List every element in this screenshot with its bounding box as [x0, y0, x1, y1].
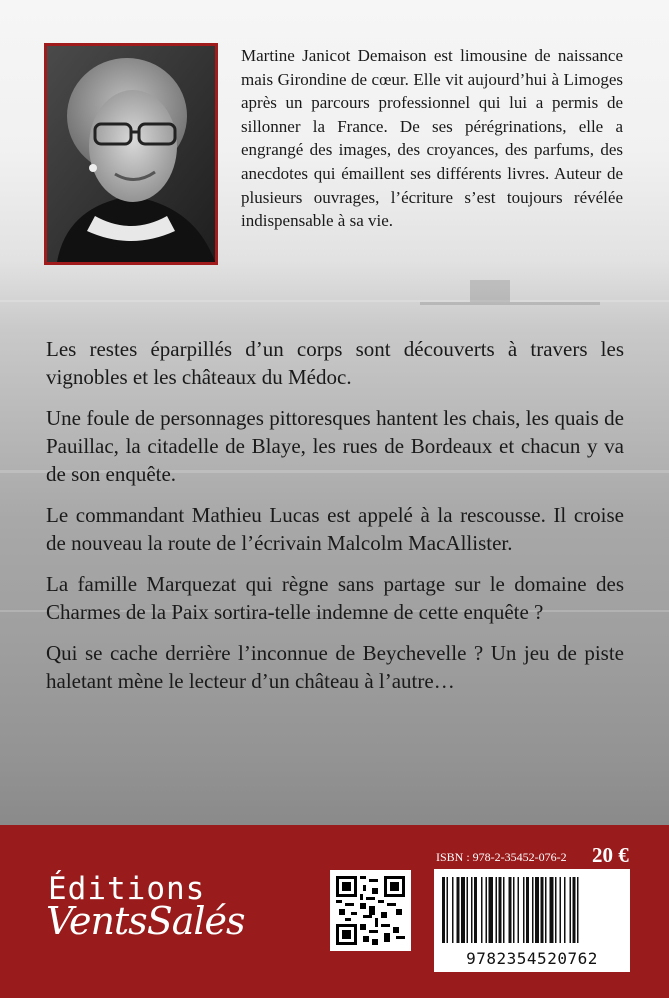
publisher-logo-line2: VentsSalés	[46, 899, 245, 943]
barcode-bar	[452, 877, 453, 943]
blurb-paragraph: Qui se cache derrière l’inconnue de Beychevelle ? Un jeu de piste haletant mène le lecteur d’un château à l’autre…	[46, 641, 624, 693]
barcode-bar	[446, 877, 447, 943]
blurb-paragraph: Une foule de personnages pittoresques hantent les chais, les quais de Pauillac, la citadelle de Blaye, les rues de Bordeaux et chacun y va de son enquête.	[46, 406, 624, 486]
barcode-bar	[509, 877, 512, 943]
barcode-bar	[577, 877, 578, 943]
pier-deck	[420, 302, 600, 305]
author-portrait-image	[47, 46, 215, 262]
barcode-bar	[564, 877, 565, 943]
barcode-bar	[570, 877, 571, 943]
barcode-bar	[486, 877, 487, 943]
barcode-bar	[573, 877, 576, 943]
barcode-bar	[442, 877, 445, 943]
barcode-bar	[541, 877, 544, 943]
barcode-bars-icon	[434, 869, 630, 949]
barcode-bar	[549, 877, 553, 943]
barcode	[434, 869, 630, 972]
barcode-bar	[474, 877, 477, 943]
blurb-paragraph: Les restes éparpillés d’un corps sont découverts à travers les vignobles et les châteaux du Médoc.	[46, 337, 624, 389]
blurb-paragraph: La famille Marquezat qui règne sans partage sur le domaine des Charmes de la Paix sortira-telle indemne de cette enquête ?	[46, 572, 624, 624]
barcode-bar	[555, 877, 556, 943]
author-bio: Martine Janicot Demaison est limousine de naissance mais Girondine de cœur. Elle vit aujourd’hui à Limoges après un parcours professionnel qui lui a permis de sillonner la France. De ses pérégrinations, elle a engrangé des images, des croyances, des parfums, des anecdotes qui émaillent ses différents livres. Auteur de plusieurs ouvrages, l’écriture s’est toujours révélée indispensable à sa vie.	[241, 46, 623, 231]
barcode-bar	[481, 877, 482, 943]
barcode-digits: 9782354520762	[466, 949, 598, 968]
barcode-bar	[503, 877, 504, 943]
isbn-number: ISBN : 978-2-35452-076-2	[436, 850, 567, 864]
barcode-bar	[532, 877, 533, 943]
barcode-bar	[526, 877, 529, 943]
barcode-bar	[488, 877, 492, 943]
barcode-bar	[517, 877, 518, 943]
pier-hut	[470, 280, 510, 302]
barcode-bar	[467, 877, 468, 943]
barcode-bar	[457, 877, 460, 943]
author-photo	[44, 43, 218, 265]
barcode-bar	[496, 877, 497, 943]
barcode-bar	[559, 877, 560, 943]
book-blurb	[46, 335, 624, 708]
barcode-bar	[545, 877, 546, 943]
barcode-bar	[513, 877, 514, 943]
publisher-logo-line1: Éditions	[48, 871, 206, 907]
barcode-bar	[499, 877, 502, 943]
barcode-bar	[471, 877, 472, 943]
barcode-bar	[461, 877, 465, 943]
barcode-bar	[535, 877, 539, 943]
price: 20 €	[592, 843, 629, 867]
publisher-footer	[0, 825, 669, 998]
qr-code	[330, 870, 411, 951]
qr-code-icon	[336, 876, 405, 945]
barcode-bar	[523, 877, 524, 943]
blurb-paragraph: Le commandant Mathieu Lucas est appelé à la rescousse. Il croise de nouveau la route de l’écrivain Malcolm MacAllister.	[46, 503, 624, 555]
